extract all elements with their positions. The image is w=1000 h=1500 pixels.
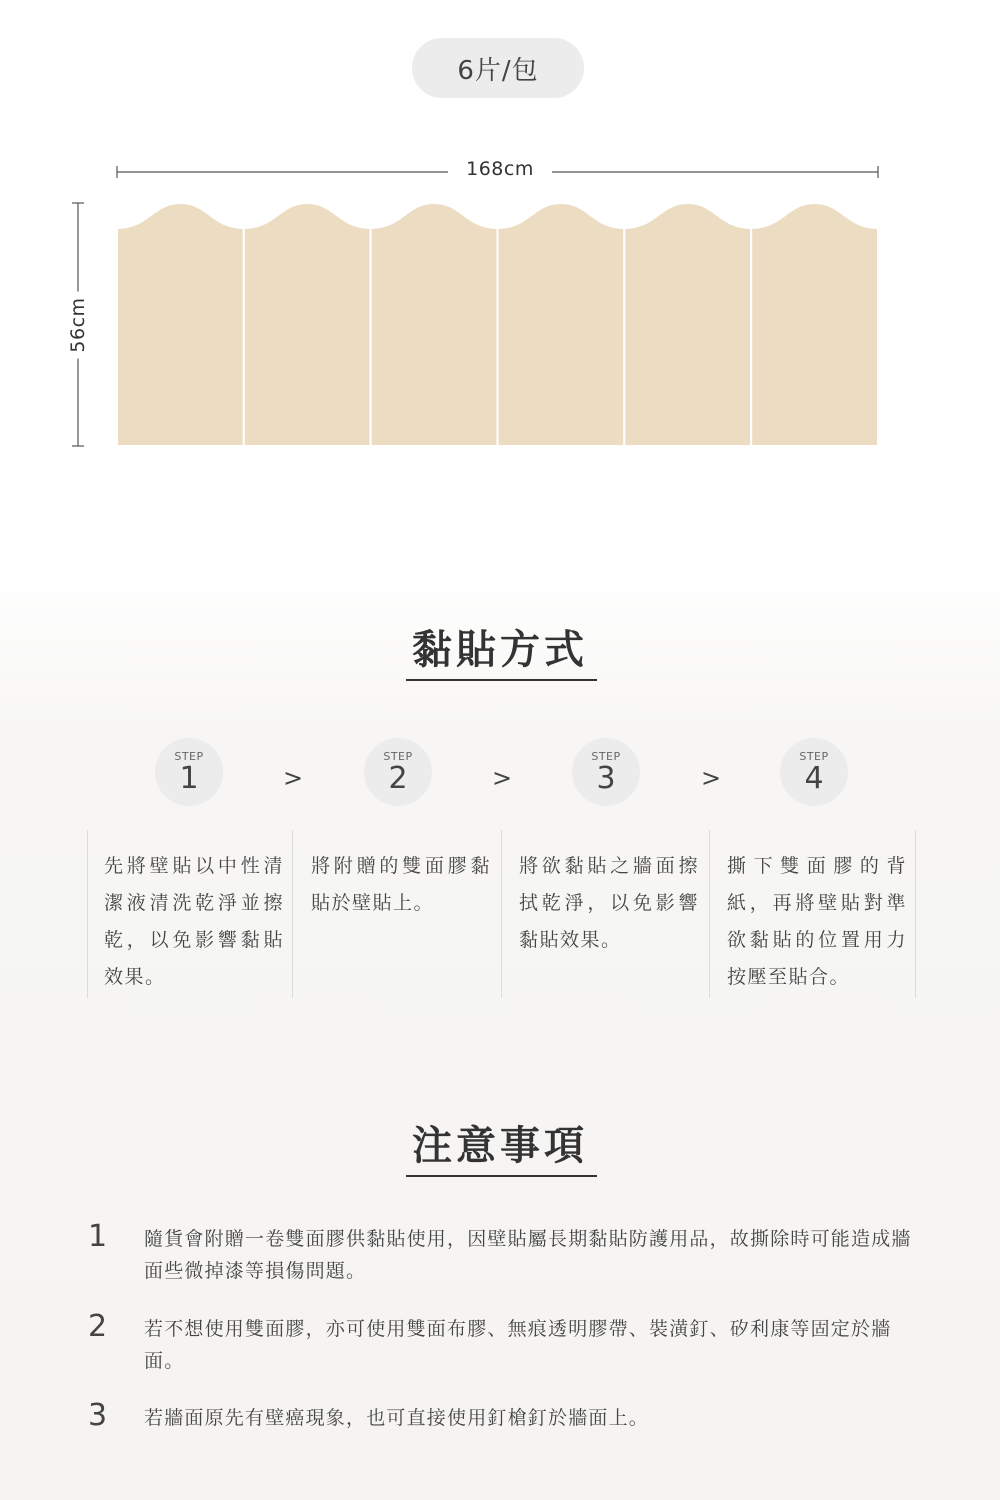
wall-panel	[624, 203, 751, 446]
wall-panel	[498, 203, 625, 446]
note-3-number: 3	[88, 1398, 108, 1433]
note-2-text: 若不想使用雙面膠，亦可使用雙面布膠、無痕透明膠帶、裝潢釘、矽利康等固定於牆面。	[144, 1318, 892, 1372]
note-1-number: 1	[88, 1219, 108, 1254]
step-2-badge	[364, 738, 432, 806]
note-1-text: 隨貨會附贈一卷雙面膠供黏貼使用，因壁貼屬長期黏貼防護用品，故撕除時可能造成牆面些微掉漆等損傷問題。	[144, 1228, 912, 1282]
wall-panel-diagram	[0, 0, 1000, 500]
step-1-badge	[155, 738, 223, 806]
column-divider	[501, 830, 502, 998]
notes-title: 注意事項	[412, 1123, 588, 1169]
wall-panels	[117, 203, 878, 446]
notes-title-underline	[406, 1175, 597, 1177]
height-label: 56cm	[67, 291, 89, 358]
step-number: 4	[804, 761, 824, 796]
step-number: 2	[388, 761, 408, 796]
step-3-text: 將欲黏貼之牆面擦拭乾淨，以免影響黏貼效果。	[519, 855, 699, 951]
note-2-number: 2	[88, 1309, 108, 1344]
column-divider	[915, 830, 916, 998]
application-title: 黏貼方式	[412, 627, 588, 673]
width-label: 168cm	[448, 158, 552, 180]
column-divider	[87, 830, 88, 998]
pack-quantity-badge: 6片/包	[412, 38, 584, 98]
column-divider	[709, 830, 710, 998]
step-arrow: >	[492, 764, 513, 792]
wall-panel	[244, 203, 371, 446]
step-2-text: 將附贈的雙面膠黏貼於壁貼上。	[311, 855, 491, 914]
application-title-underline	[406, 679, 597, 681]
wall-panel	[117, 203, 244, 446]
step-4-text: 撕下雙面膠的背紙，再將壁貼對準欲黏貼的位置用力按壓至貼合。	[727, 855, 907, 988]
step-word: STEP	[383, 750, 413, 763]
note-3-text: 若牆面原先有壁癌現象，也可直接使用釘槍釘於牆面上。	[144, 1407, 650, 1429]
step-arrow: >	[701, 764, 722, 792]
wall-panel	[751, 203, 878, 446]
step-number: 3	[596, 761, 616, 796]
step-word: STEP	[174, 750, 204, 763]
step-word: STEP	[799, 750, 829, 763]
step-3-badge	[572, 738, 640, 806]
step-number: 1	[179, 761, 199, 796]
wall-panel	[371, 203, 498, 446]
step-1-text: 先將壁貼以中性清潔液清洗乾淨並擦乾，以免影響黏貼效果。	[104, 855, 284, 988]
step-word: STEP	[591, 750, 621, 763]
column-divider	[292, 830, 293, 998]
step-4-badge	[780, 738, 848, 806]
step-arrow: >	[283, 764, 304, 792]
